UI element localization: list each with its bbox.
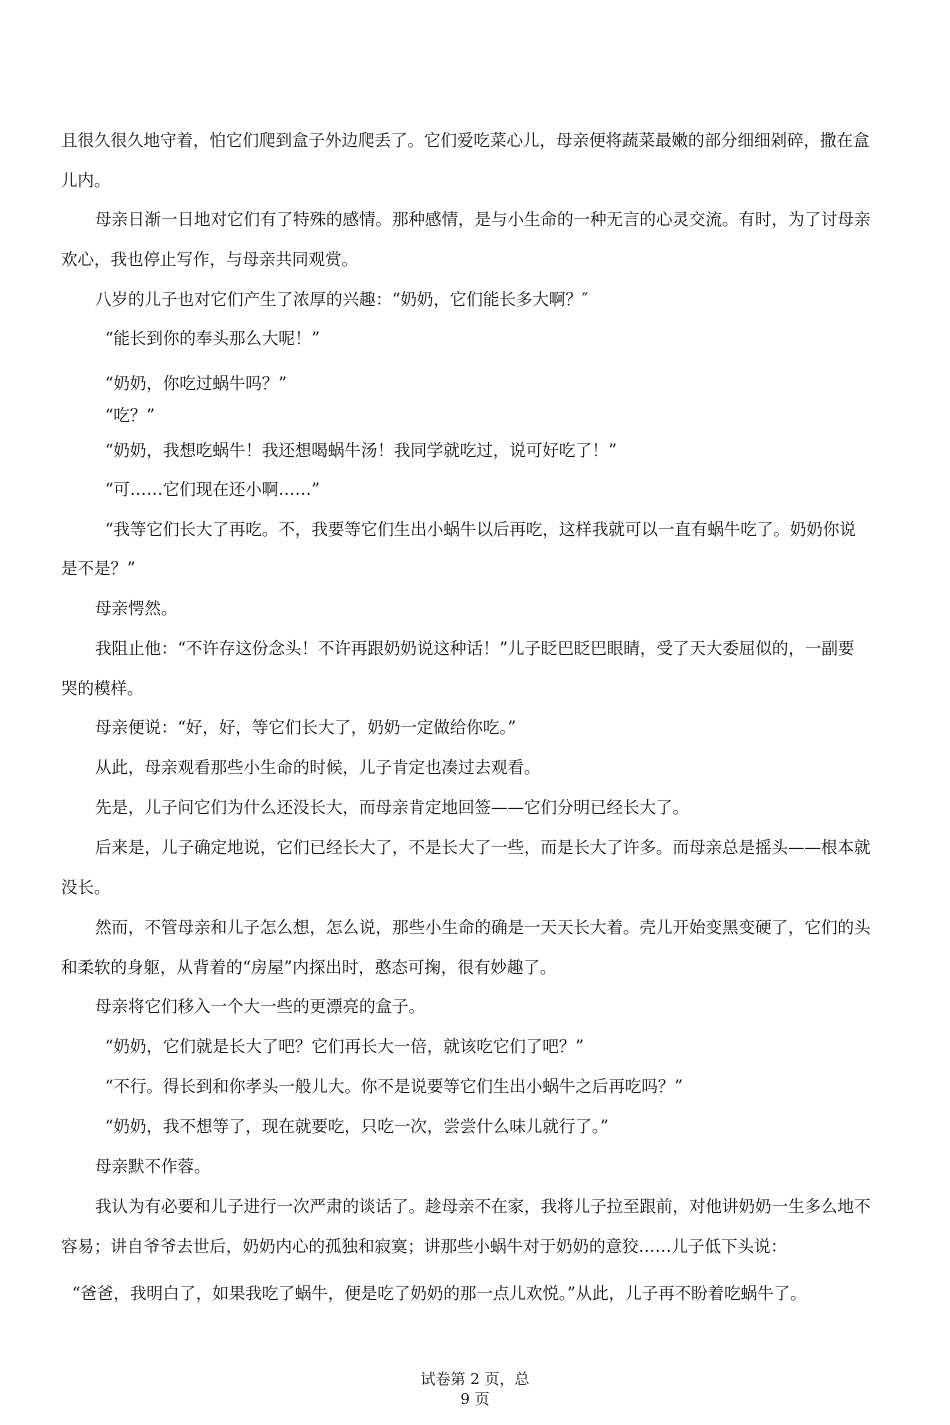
- text-line: 我认为有必要和儿子进行一次严肃的谈话了。趁母亲不在家，我将儿子拉至跟前，对他讲奶奶一生多么地不: [95, 1197, 871, 1216]
- text-line: 母亲默不作蓉。: [95, 1157, 211, 1176]
- text-line: 没长。: [61, 878, 111, 897]
- text-line: 母亲愕然。: [95, 599, 178, 618]
- text-line: 后来是，儿子确定地说，它们已经长大了，不是长大了一些，而是长大了许多。而母亲总是摇头——根本就: [95, 838, 871, 857]
- text-line: “奶奶，你吃过蜗牛吗？”: [105, 374, 287, 393]
- text-line: 母亲将它们移入一个大一些的更漂亮的盒子。: [95, 997, 425, 1016]
- text-line: 且很久很久地守着，怕它们爬到盒子外边爬丢了。它们爱吃菜心儿，母亲便将蔬菜最嫩的部分细细剁碎，撒在盒: [61, 131, 870, 150]
- page-footer-line1: 试卷第 2 页，总: [420, 1370, 530, 1388]
- text-line: “可……它们现在还小啊……”: [105, 480, 320, 499]
- text-line: “奶奶，我想吃蜗牛！我还想喝蜗牛汤！我同学就吃过，说可好吃了！”: [105, 441, 617, 460]
- text-line: 我阻止他：“不许存这份念头！不许再跟奶奶说这种话！”儿子眨巴眨巴眼睛，受了天大委屈似的，一副要: [95, 639, 855, 658]
- text-line: “奶奶，我不想等了，现在就要吃，只吃一次，尝尝什么味儿就行了。”: [105, 1117, 609, 1136]
- text-line: 先是，儿子问它们为什么还没长大，而母亲肯定地回签——它们分明已经长大了。: [95, 798, 689, 817]
- text-line: 八岁的儿子也对它们产生了浓厚的兴趣：“奶奶，它们能长多大啊？″: [95, 290, 589, 309]
- text-line: 容易；讲自爷爷去世后，奶奶内心的孤独和寂寞；讲那些小蜗牛对于奶奶的意狡……儿子低下头说：: [61, 1237, 787, 1256]
- text-line: 从此，母亲观看那些小生命的时候，儿子肯定也凑过去观看。: [95, 758, 541, 777]
- text-line: 是不是？”: [61, 559, 136, 578]
- text-line: “我等它们长大了再吃。不，我要等它们生出小蜗牛以后再吃，这样我就可以一直有蜗牛吃了。奶奶你说: [105, 520, 856, 539]
- text-line: 欢心，我也停止写作，与母亲共同观赏。: [61, 250, 358, 269]
- text-line: “爸爸，我明白了，如果我吃了蜗牛，便是吃了奶奶的那一点儿欢悦。”从此，儿子再不盼着吃蜗牛了。: [72, 1284, 807, 1303]
- page-footer-line2: 9 页: [460, 1390, 490, 1408]
- text-line: “能长到你的奉头那么大呢！”: [105, 329, 320, 348]
- text-line: 和柔软的身躯，从背着的“房屋”内探出时，憨态可掬，很有妙趣了。: [61, 958, 557, 977]
- text-line: 然而，不管母亲和儿子怎么想，怎么说，那些小生命的确是一天天长大着。壳儿开始变黑变硬了，它们的头: [95, 918, 871, 937]
- text-line: “吃？”: [105, 406, 155, 425]
- text-line: “不行。得长到和你孝头一般儿大。你不是说要等它们生出小蜗牛之后再吃吗？”: [105, 1077, 683, 1096]
- text-line: 哭的模样。: [61, 679, 144, 698]
- text-line: “奶奶，它们就是长大了吧？它们再长大一倍，就该吃它们了吧？”: [105, 1037, 584, 1056]
- text-line: 母亲日渐一日地对它们有了特殊的感情。那种感情，是与小生命的一种无言的心灵交流。有时，为了讨母亲: [95, 210, 871, 229]
- text-line: 母亲便说：“好，好，等它们长大了，奶奶一定做给你吃。”: [95, 718, 517, 737]
- text-line: 儿内。: [61, 171, 111, 190]
